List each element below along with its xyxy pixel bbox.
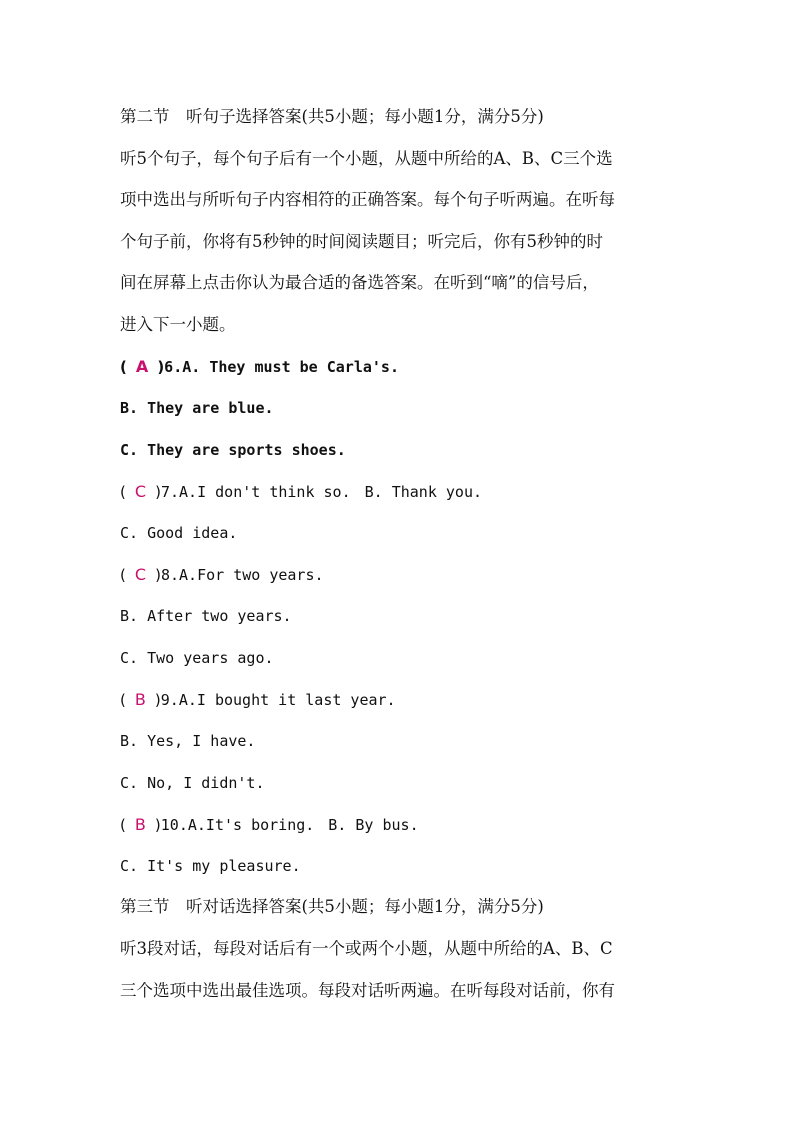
section3-heading: 第三节 听对话选择答案(共5小题；每小题1分，满分5分): [120, 897, 544, 916]
option-8c: C. Two years ago.: [120, 649, 274, 667]
question-number-7: 7.: [160, 483, 180, 501]
question-number-10: 10.: [160, 816, 188, 834]
section2-heading: 第二节 听句子选择答案(共5小题；每小题1分，满分5分): [120, 107, 544, 126]
option-10b: B. By bus.: [328, 816, 419, 834]
question-7: [120, 481, 680, 503]
option-7c: C. Good idea.: [120, 524, 238, 542]
option-8b: B. After two years.: [120, 607, 292, 625]
section2-instruction-2: 项中选出与所听句子内容相符的正确答案。每个句子听两遍。在听每: [120, 190, 615, 209]
section2-instruction-5: 进入下一小题。: [120, 315, 236, 334]
answer-mark-7: C: [134, 482, 147, 501]
option-9a: A.I bought it last year.: [178, 691, 396, 709]
paren-close: ): [154, 691, 161, 709]
paren-close: ): [157, 358, 165, 376]
paren-open: (: [120, 691, 126, 709]
section2-instruction-3: 个句子前，你将有5秒钟的时间阅读题目；听完后，你有5秒钟的时: [120, 232, 603, 251]
paren-close: ): [155, 483, 161, 501]
question-8: [120, 564, 680, 586]
answer-mark-10: B: [134, 815, 146, 834]
section2-instruction-4: 间在屏幕上点击你认为最合适的备选答案。在听到“嘀”的信号后，: [120, 273, 599, 292]
question-9: [120, 689, 680, 711]
section2-instruction-1: 听5个句子，每个句子后有一个小题，从题中所给的A、B、C三个选: [120, 149, 613, 168]
option-7a: A.I don't think so.: [179, 483, 351, 501]
paren-open: (: [120, 816, 126, 834]
option-6a: A. They must be Carla's.: [182, 358, 399, 376]
answer-mark-6: A: [135, 357, 149, 376]
paren-close: ): [155, 566, 161, 584]
answer-mark-9: B: [134, 690, 146, 709]
section3-instruction-1: 听3段对话，每段对话后有一个或两个小题，从题中所给的A、B、C: [120, 939, 613, 958]
option-7b: B. Thank you.: [364, 483, 483, 501]
option-6b: B. They are blue.: [120, 399, 274, 417]
option-10c: C. It's my pleasure.: [120, 857, 301, 875]
question-number-8: 8.: [160, 566, 180, 584]
question-10: [120, 814, 680, 836]
option-8a: A.For two years.: [179, 566, 324, 584]
paren-open: (: [120, 358, 127, 376]
option-9c: C. No, I didn't.: [120, 774, 265, 792]
question-6: [120, 356, 680, 378]
question-number-9: 9.: [160, 691, 179, 709]
paren-close: ): [154, 816, 161, 834]
paren-open: (: [120, 566, 126, 584]
option-6c: C. They are sports shoes.: [120, 441, 346, 459]
section3-instruction-2: 三个选项中选出最佳选项。每段对话听两遍。在听每段对话前，你有: [120, 981, 615, 1000]
question-number-6: 6.: [164, 358, 183, 376]
option-9b: B. Yes, I have.: [120, 732, 256, 750]
answer-mark-8: C: [134, 565, 147, 584]
paren-open: (: [120, 483, 126, 501]
option-10a: A.It's boring.: [187, 816, 315, 834]
